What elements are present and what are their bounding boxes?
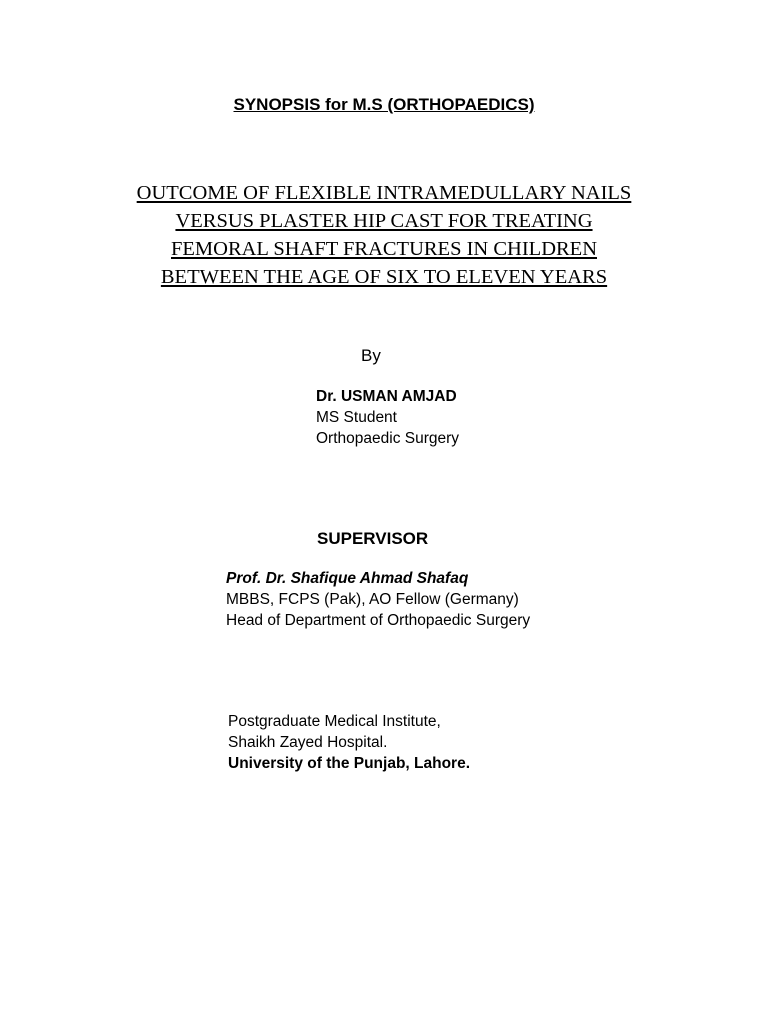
thesis-title-line: OUTCOME OF FLEXIBLE INTRAMEDULLARY NAILS (136, 182, 632, 204)
university-name: University of the Punjab, Lahore. (228, 755, 471, 772)
supervisor-block (226, 568, 530, 631)
supervisor-name: Prof. Dr. Shafique Ahmad Shafaq (226, 570, 469, 587)
author-role: MS Student (316, 409, 397, 426)
thesis-title-line: FEMORAL SHAFT FRACTURES IN CHILDREN (171, 238, 597, 260)
by-label: By (361, 346, 381, 365)
supervisor-position: Head of Department of Orthopaedic Surgery (226, 612, 531, 629)
institution-block (228, 711, 470, 774)
hospital-name: Shaikh Zayed Hospital. (228, 734, 388, 751)
author-department: Orthopaedic Surgery (316, 430, 460, 447)
thesis-title-line: BETWEEN THE AGE OF SIX TO ELEVEN YEARS (160, 266, 608, 288)
supervisor-heading: SUPERVISOR (317, 529, 429, 548)
author-name: Dr. USMAN AMJAD (316, 388, 457, 405)
author-block (316, 386, 459, 449)
institute-name: Postgraduate Medical Institute, (228, 713, 441, 730)
synopsis-heading: SYNOPSIS for M.S (ORTHOPAEDICS) (233, 95, 535, 114)
thesis-title (0, 179, 768, 291)
thesis-title-line: VERSUS PLASTER HIP CAST FOR TREATING (175, 210, 593, 232)
supervisor-qualifications: MBBS, FCPS (Pak), AO Fellow (Germany) (226, 591, 519, 608)
